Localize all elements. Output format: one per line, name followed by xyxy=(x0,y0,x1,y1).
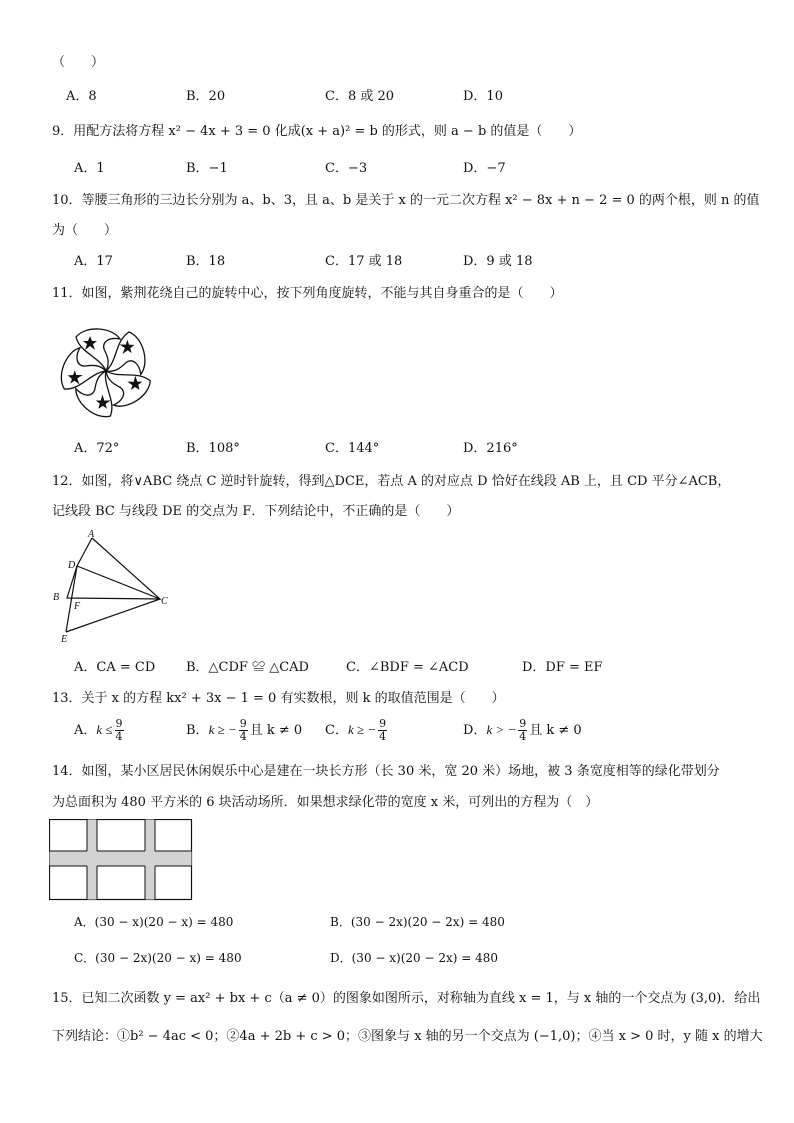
q11-option-a: A．72° xyxy=(74,441,120,456)
fraction-denominator: 4 xyxy=(115,730,123,743)
label-d: D xyxy=(68,560,76,571)
q9-option-b: B．−1 xyxy=(186,161,228,176)
q13-option-c xyxy=(325,718,389,743)
q12-option-b: B．△CDF ≌ △CAD xyxy=(186,660,309,675)
q14-option-a: A．(30 − x)(20 − x) = 480 xyxy=(74,915,234,929)
q9-option-c: C．−3 xyxy=(325,161,368,176)
q13-option-b-lhs: k ≥ − xyxy=(208,722,237,737)
q8-option-b: B．20 xyxy=(186,89,226,104)
q13-option-b-prefix: B． xyxy=(186,723,209,738)
q10-option-a: A．17 xyxy=(74,254,113,269)
q13-option-d-fraction xyxy=(518,718,527,743)
q15-stem-line1: 15．已知二次函数 y = ax² + bx + c（a ≠ 0）的图象如图所示，对称轴为直线 x = 1，与 x 轴的一个交点为 (3,0)．给出 xyxy=(52,991,761,1006)
q12-stem-line2: 记线段 BC 与线段 DE 的交点为 F．下列结论中，不正确的是（ ） xyxy=(52,504,460,519)
q13-option-d-lhs: k > − xyxy=(486,722,517,737)
bauhinia-flower-figure xyxy=(50,315,162,427)
q13-option-b-suffix: 且 k ≠ 0 xyxy=(249,723,303,738)
q13-option-b xyxy=(186,718,302,743)
fraction-denominator: 4 xyxy=(239,730,247,743)
green-belt-rectangle-figure xyxy=(49,819,193,901)
q14-stem-line1: 14．如图，某小区居民休闲娱乐中心是建在一块长方形（长 30 米，宽 20 米）场地，被 3 条宽度相等的绿化带划分 xyxy=(52,764,720,779)
q13-option-d xyxy=(463,718,582,743)
q13-option-c-prefix: C． xyxy=(325,723,348,738)
q13-option-a-prefix: A． xyxy=(74,723,97,738)
q12-option-c: C．∠BDF = ∠ACD xyxy=(346,660,469,675)
q12-option-a: A．CA = CD xyxy=(74,660,156,675)
q8-paren: （ ） xyxy=(52,55,105,70)
q10-option-c: C．17 或 18 xyxy=(325,254,403,269)
q13-stem: 13．关于 x 的方程 kx² + 3x − 1 = 0 有实数根，则 k 的取值范围是（ ） xyxy=(52,691,505,706)
q14-option-d: D．(30 − x)(20 − 2x) = 480 xyxy=(330,951,499,965)
q13-option-c-fraction xyxy=(378,718,387,743)
q11-stem: 11．如图，紫荆花绕自己的旋转中心，按下列角度旋转，不能与其自身重合的是（ ） xyxy=(52,286,563,301)
q14-stem-line2: 为总面积为 480 平方米的 6 块活动场所．如果想求绿化带的宽度 x 米，可列出的方程为（ ） xyxy=(52,795,599,810)
q14-option-c: C．(30 − 2x)(20 − x) = 480 xyxy=(74,951,242,965)
q8-option-c: C．8 或 20 xyxy=(325,89,395,104)
q9-stem: 9．用配方法将方程 x² − 4x + 3 = 0 化成(x + a)² = b 的形式，则 a − b 的值是（ ） xyxy=(52,124,582,139)
q13-option-a xyxy=(74,718,126,743)
fraction-denominator: 4 xyxy=(519,730,527,743)
label-f: F xyxy=(74,601,81,612)
label-a: A xyxy=(88,529,95,540)
q10-option-b: B．18 xyxy=(186,254,226,269)
label-b: B xyxy=(53,592,60,603)
fraction-numerator: 9 xyxy=(115,717,123,730)
q13-option-d-prefix: D． xyxy=(463,723,487,738)
q9-option-a: A．1 xyxy=(74,161,105,176)
q12-option-d: D．DF = EF xyxy=(522,660,603,675)
q15-stem-line2: 下列结论：①b² − 4ac < 0；②4a + 2b + c > 0；③图象与 x 轴的另一个交点为 (−1,0)；④当 x > 0 时，y 随 x 的增大 xyxy=(52,1029,763,1044)
rotated-triangle-figure xyxy=(48,528,178,648)
q11-option-d: D．216° xyxy=(463,441,518,456)
fraction-numerator: 9 xyxy=(239,717,247,730)
q10-stem-line1: 10．等腰三角形的三边长分别为 a、b、3，且 a、b 是关于 x 的一元二次方程 x² − 8x + n − 2 = 0 的两个根，则 n 的值 xyxy=(52,193,760,208)
q13-option-a-fraction xyxy=(115,718,124,743)
fraction-numerator: 9 xyxy=(519,717,527,730)
q11-option-c: C．144° xyxy=(325,441,380,456)
label-c: C xyxy=(161,596,168,607)
fraction-numerator: 9 xyxy=(379,717,387,730)
q13-option-c-lhs: k ≥ − xyxy=(347,722,377,737)
q11-option-b: B．108° xyxy=(186,441,240,456)
q8-option-a: A．8 xyxy=(66,89,97,104)
q12-stem-line1: 12．如图，将∨ABC 绕点 C 逆时针旋转，得到△DCE，若点 A 的对应点 D 恰好在线段 AB 上，且 CD 平分∠ACB， xyxy=(52,474,731,489)
q8-option-d: D．10 xyxy=(463,89,503,104)
q10-stem-line2: 为（ ） xyxy=(52,223,118,238)
label-e: E xyxy=(61,634,68,645)
q13-option-d-suffix: 且 k ≠ 0 xyxy=(529,723,582,738)
q13-option-a-lhs: k ≤ xyxy=(96,722,113,737)
q10-option-d: D．9 或 18 xyxy=(463,254,533,269)
q9-option-d: D．−7 xyxy=(463,161,506,176)
q14-option-b: B．(30 − 2x)(20 − 2x) = 480 xyxy=(330,915,505,929)
q13-option-b-fraction xyxy=(239,718,248,743)
fraction-denominator: 4 xyxy=(379,730,387,743)
